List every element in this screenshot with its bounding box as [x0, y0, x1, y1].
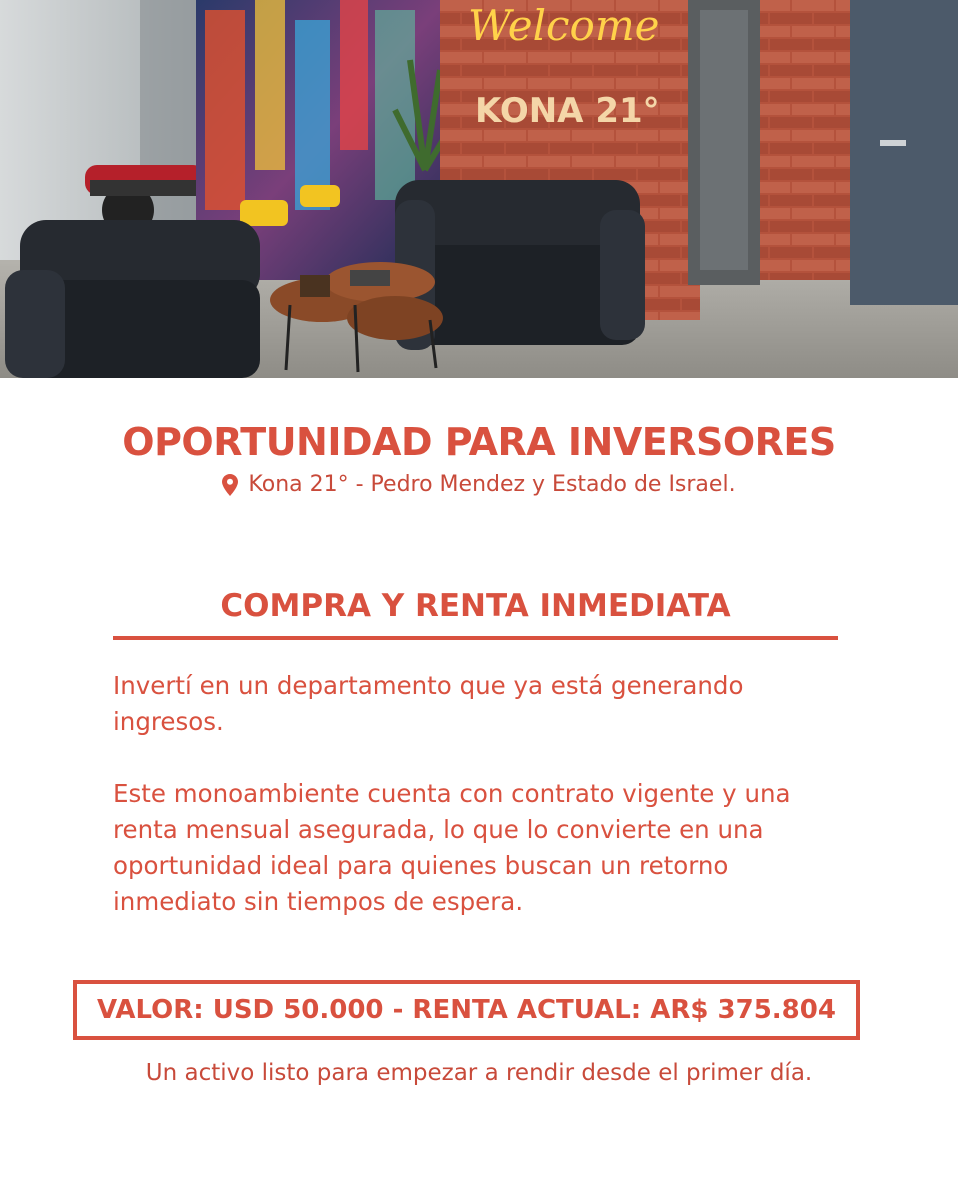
location-text: Kona 21° - Pedro Mendez y Estado de Israel. — [248, 472, 736, 497]
headline: OPORTUNIDAD PARA INVERSORES — [122, 420, 836, 464]
leather-armchair — [5, 220, 260, 378]
intro-paragraph: Invertí en un departamento que ya está generando ingresos. — [113, 671, 744, 736]
price-box — [73, 980, 860, 1040]
location-line — [0, 472, 958, 497]
description-paragraph: Este monoambiente cuenta con contrato vigente y una renta mensual asegurada, lo que lo convierte en una oportunidad ideal para quienes buscan un retorno inmediato sin tiempos de espera. — [113, 779, 791, 916]
closing-line: Un activo listo para empezar a rendir desde el primer día. — [145, 1060, 813, 1086]
welcome-neon-sign: Welcome — [468, 1, 660, 50]
lobby-photo — [0, 0, 958, 378]
price-text: VALOR: USD 50.000 - RENTA ACTUAL: AR$ 375.804 — [97, 995, 836, 1025]
section-subtitle: COMPRA Y RENTA INMEDIATA — [220, 588, 731, 624]
kona-wall-sign: KONA 21° — [475, 91, 660, 131]
subtitle-underline — [113, 636, 838, 640]
map-pin-icon — [222, 474, 238, 496]
